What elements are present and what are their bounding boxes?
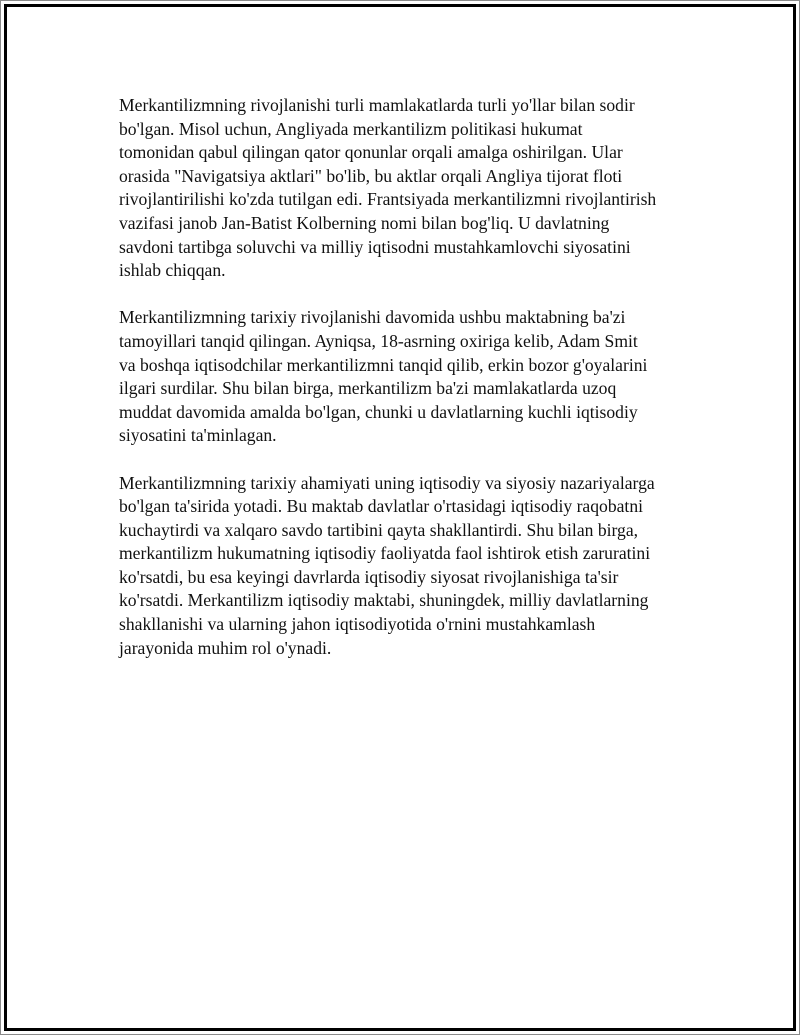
text-line: savdoni tartibga soluvchi va milliy iqtisodni mustahkamlovchi siyosatini xyxy=(119,236,631,257)
text-line: siyosatini ta'minlagan. xyxy=(119,425,277,446)
paragraph-1 xyxy=(119,94,719,283)
text-line: vazifasi janob Jan-Batist Kolberning nomi bilan bog'liq. U davlatning xyxy=(119,212,610,233)
text-line: bo'lgan. Misol uchun, Angliyada merkantilizm politikasi hukumat xyxy=(119,118,583,139)
text-line: ko'rsatdi. Merkantilizm iqtisodiy maktabi, shuningdek, milliy davlatlarning xyxy=(119,590,649,611)
text-line: tamoyillari tanqid qilingan. Ayniqsa, 18-asrning oxiriga kelib, Adam Smit xyxy=(119,330,638,351)
text-line: jarayonida muhim rol o'ynadi. xyxy=(119,637,332,658)
text-line: Merkantilizmning tarixiy ahamiyati uning iqtisodiy va siyosiy nazariyalarga xyxy=(119,472,655,493)
text-line: Merkantilizmning tarixiy rivojlanishi davomida ushbu maktabning ba'zi xyxy=(119,307,626,328)
document-body xyxy=(119,94,719,684)
paragraph-2 xyxy=(119,306,719,448)
paragraph-3 xyxy=(119,472,719,661)
text-line: rivojlantirilishi ko'zda tutilgan edi. Frantsiyada merkantilizmni rivojlantirish xyxy=(119,189,657,210)
text-line: va boshqa iqtisodchilar merkantilizmni tanqid qilib, erkin bozor g'oyalarini xyxy=(119,354,648,375)
text-line: shakllanishi va ularning jahon iqtisodiyotida o'rnini mustahkamlash xyxy=(119,614,596,635)
text-line: orasida "Navigatsiya aktlari" bo'lib, bu aktlar orqali Angliya tijorat floti xyxy=(119,165,623,186)
text-line: ko'rsatdi, bu esa keyingi davrlarda iqtisodiy siyosat rivojlanishiga ta'sir xyxy=(119,566,619,587)
text-line: kuchaytirdi va xalqaro savdo tartibini qayta shakllantirdi. Shu bilan birga, xyxy=(119,519,639,540)
text-line: bo'lgan ta'sirida yotadi. Bu maktab davlatlar o'rtasidagi iqtisodiy raqobatni xyxy=(119,496,644,517)
text-line: muddat davomida amalda bo'lgan, chunki u davlatlarning kuchli iqtisodiy xyxy=(119,401,638,422)
text-line: tomonidan qabul qilingan qator qonunlar orqali amalga oshirilgan. Ular xyxy=(119,142,623,163)
text-line: merkantilizm hukumatning iqtisodiy faoliyatda faol ishtirok etish zaruratini xyxy=(119,543,651,564)
text-line: ilgari surdilar. Shu bilan birga, merkantilizm ba'zi mamlakatlarda uzoq xyxy=(119,378,617,399)
text-line: Merkantilizmning rivojlanishi turli mamlakatlarda turli yo'llar bilan sodir xyxy=(119,95,635,115)
text-line: ishlab chiqqan. xyxy=(119,260,226,281)
